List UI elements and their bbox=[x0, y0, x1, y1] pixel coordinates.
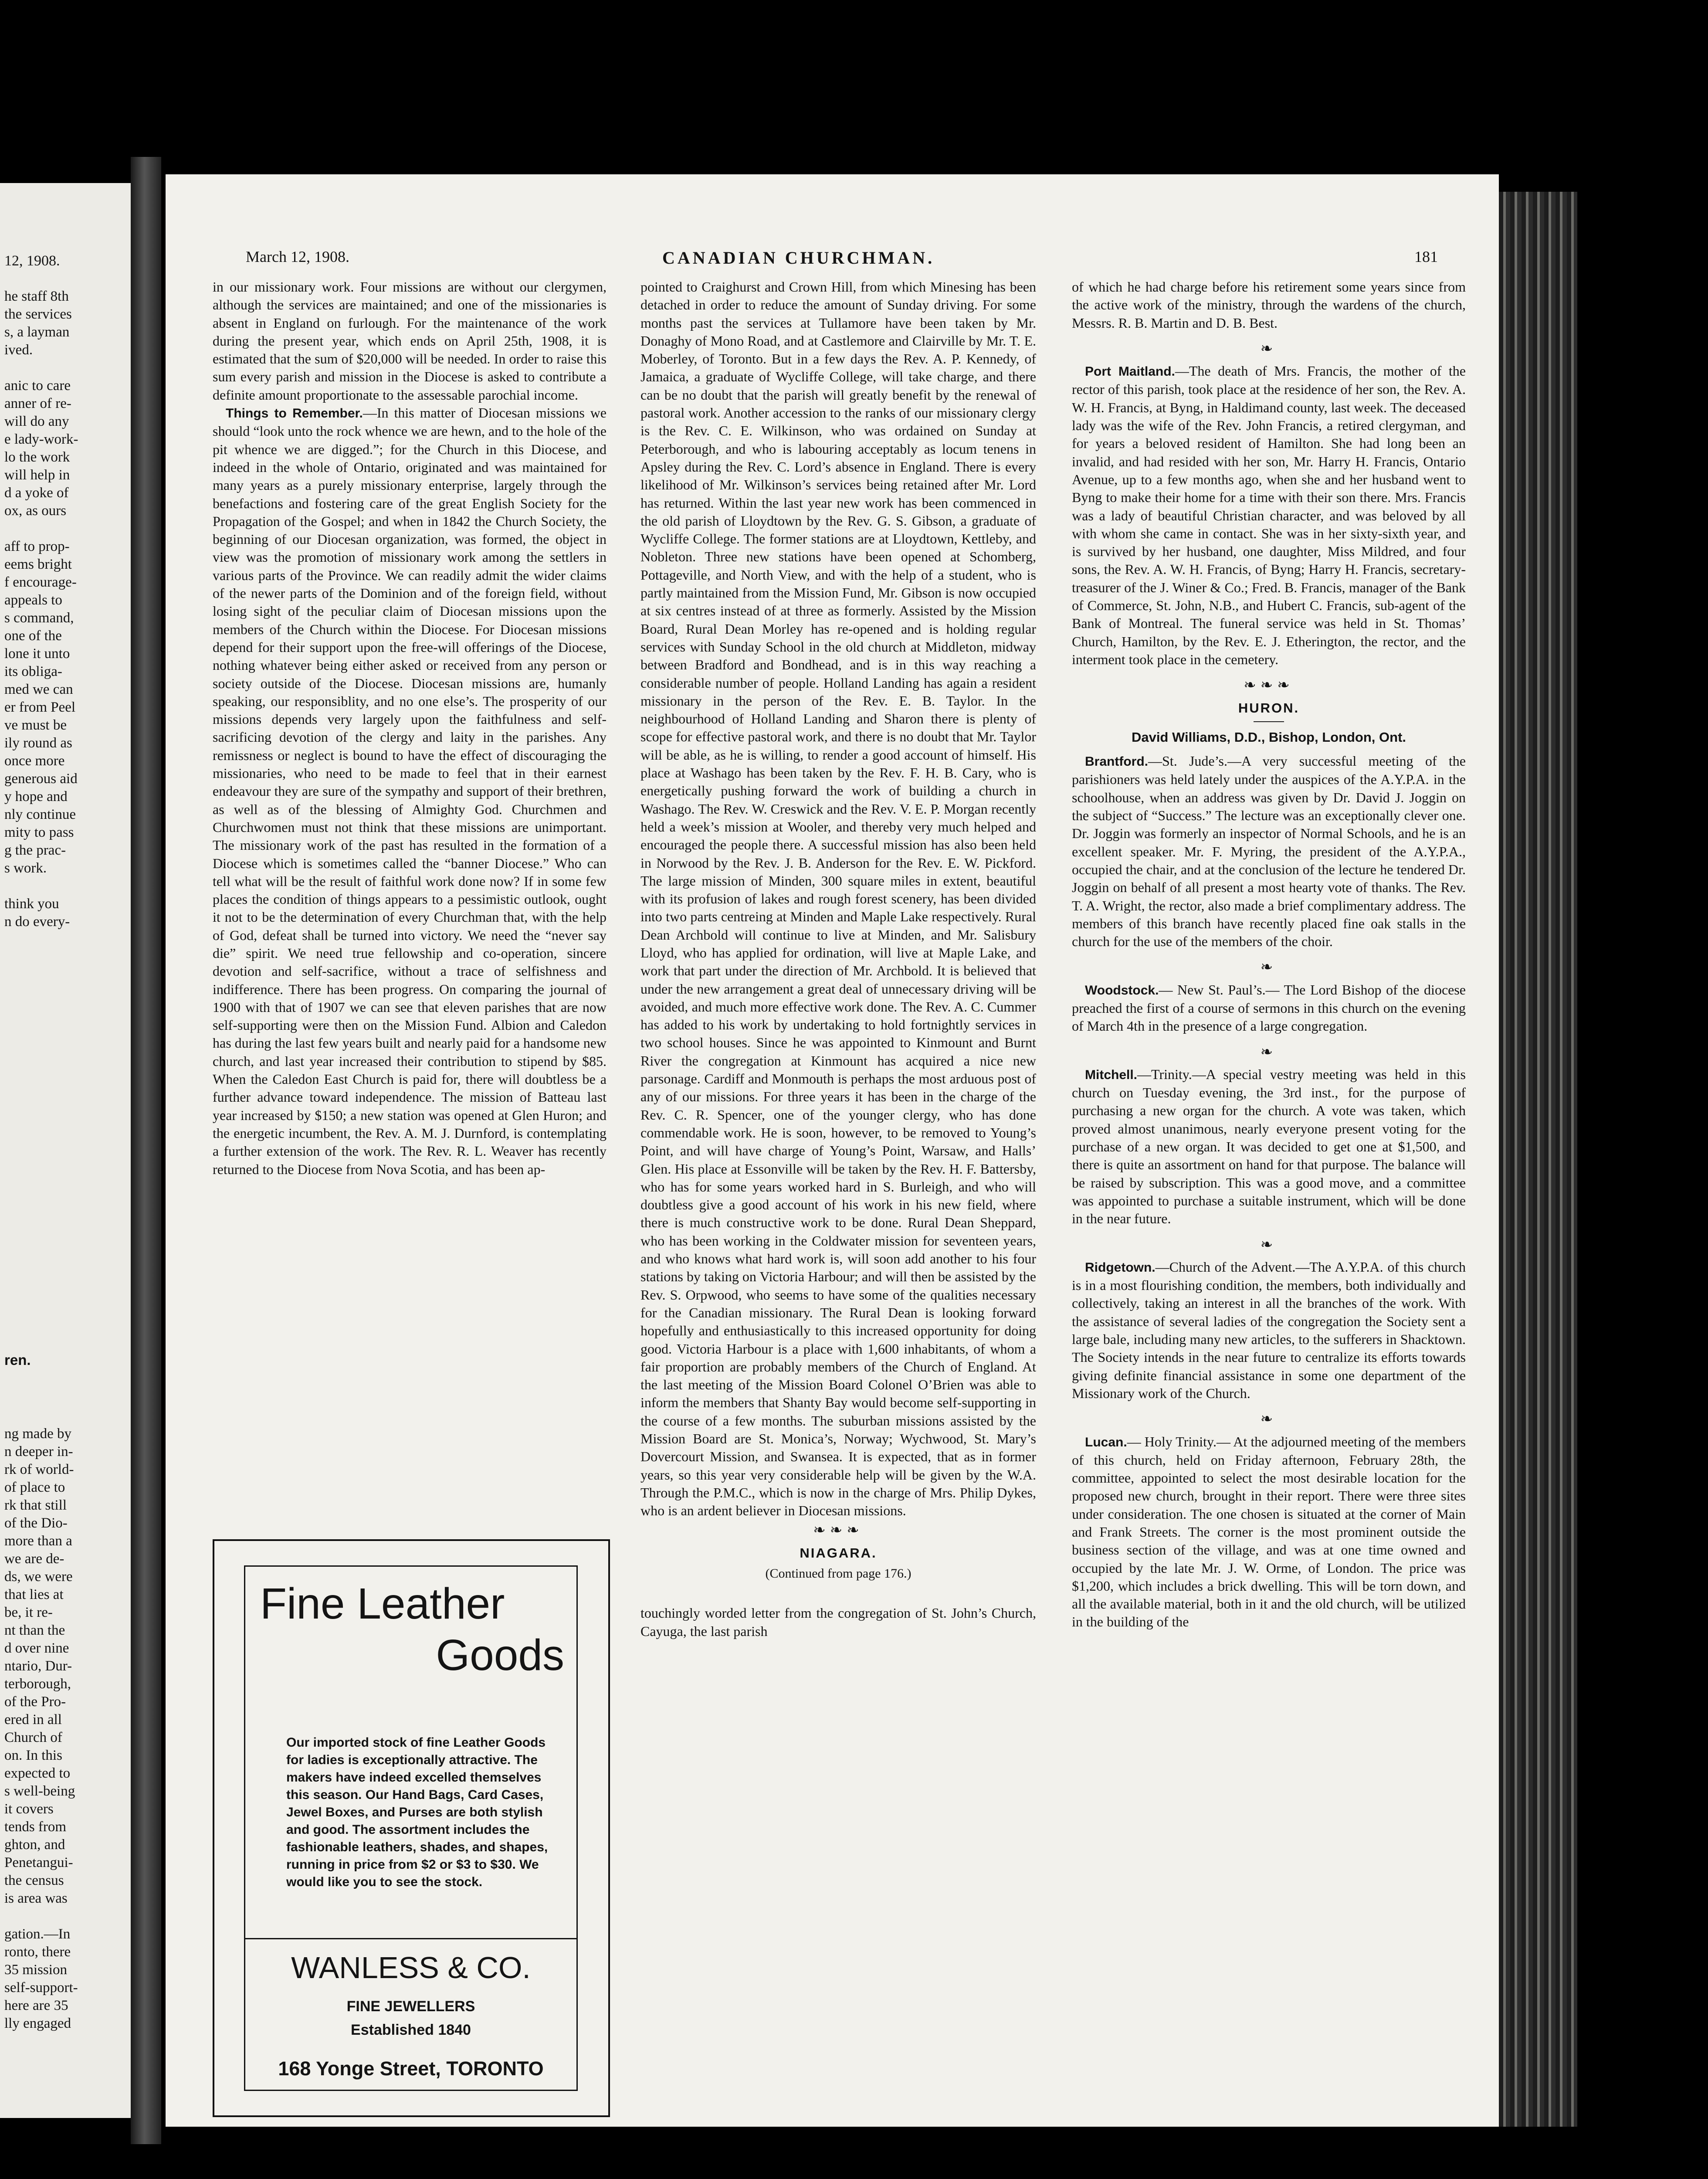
ad-subtitle: FINE JEWELLERS bbox=[346, 1998, 475, 2015]
run-in-heading: Things to Remember. bbox=[226, 406, 363, 421]
run-in-heading: Lucan. bbox=[1085, 1435, 1127, 1449]
column-1 bbox=[213, 278, 607, 1178]
article-paragraph: touchingly worded letter from the congregation of St. John’s Church, Cayuga, the last parish bbox=[640, 1605, 1036, 1639]
page-edges bbox=[1499, 192, 1577, 2127]
article-paragraph bbox=[213, 404, 607, 1178]
article-paragraph bbox=[1072, 1258, 1466, 1402]
previous-page-header: 12, 1908. bbox=[4, 253, 60, 269]
article-paragraph bbox=[1072, 1066, 1466, 1228]
article-paragraph bbox=[1072, 362, 1466, 669]
ad-body-text: Our imported stock of fine Leather Goods for ladies is exceptionally attractive. The makers have indeed excelled themselves this season. Our Hand Bags, Card Cases, Jewel Boxes, and Purses are both stylish and good. The assortment includes the fashionable leathers, shades, and shapes, running in price from $2 or $3 to $30. We would like you to see the stock. bbox=[286, 1735, 548, 1889]
ornament: ❧❧❧ bbox=[813, 1522, 864, 1539]
column-2 bbox=[640, 278, 1036, 1640]
ad-title-line-1: Fine Leather bbox=[260, 1579, 505, 1628]
column-3 bbox=[1072, 278, 1466, 1631]
ad-company-name: WANLESS & CO. bbox=[291, 1951, 531, 1985]
run-in-heading: Ridgetown. bbox=[1085, 1260, 1156, 1275]
previous-page-fragment bbox=[0, 183, 131, 2118]
newspaper-page bbox=[166, 174, 1499, 2127]
paragraph-text: —The death of Mrs. Francis, the mother of the rector of this parish, took place at the residence of her son, the Rev. A. W. H. Francis, at Byng, in Haldimand county, last week. The deceased lady was the wife of the Rev. John Francis, a retired clergyman, and for years a beloved resident of Hamilton. She had long been an invalid, and had resided with her son, Mr. Harry H. Francis, Ontario Avenue, up to a few months ago, when she and her husband went to Byng to make their home for a time with their son there. Mrs. Francis was a lady of beautiful Christian character, and was beloved by all with whom she came in contact. She was in her sixty-sixth year, and is survived by her husband, one daughter, Miss Mildred, and four sons, the Rev. A. W. H. Francis, of Byng; Harry H. Francis, secretary-treasurer of the J. Winer & Co.; Fred. B. Francis, manager of the Bank of Commerce, St. John, N.B., and Hubert C. Francis, sub-agent of the Bank of Montreal. The funeral service was held in St. Thomas’ Church, Hamilton, by the Rev. E. J. Etherington, the rector, and the interment took place in the cemetery. bbox=[1072, 363, 1466, 667]
run-in-heading: Woodstock. bbox=[1085, 983, 1159, 998]
paragraph-text: — Holy Trinity.— At the adjourned meeting of the members of this church, held on Friday afternoon, February 28th, the committee, appointed to select the most desirable location for the proposed new church, brought in their report. There were three sites under consideration. The one chosen is situated at the corner of Main and Frank Streets. The corner is the most prominent outside the business section of the village, and was at one time owned and occupied by the late Mr. J. W. Orme, of London. The price was $1,200, which includes a brick dwelling. This will be torn down, and all the available material, both in it and the old church, will be utilized in the building of the bbox=[1072, 1433, 1466, 1630]
article-paragraph: of which he had charge before his retirement some years since from the active work of the ministry, through the wardens of the church, Messrs. R. B. Martin and D. B. Best. bbox=[1072, 279, 1466, 331]
ornament: ❧ bbox=[1260, 1236, 1278, 1253]
article-paragraph: in our missionary work. Four missions are without our clergymen, although the services are maintained; and one of the missionaries is absent in England on furlough. For the maintenance of the work during the present year, which ends on April 25th, 1908, it is estimated that the sum of $20,000 will be needed. In order to raise this sum every parish and mission in the Diocese is asked to contribute a definite amount proportionate to the assessable parochial income. bbox=[213, 279, 607, 403]
paragraph-text: —St. Jude’s.—A very successful meeting of the parishioners was held lately under the auspices of the A.Y.P.A. in the schoolhouse, when an address was given by Dr. David J. Joggin on the subject of “Success.” The lecture was an exceptionally clever one. Dr. Joggin was formerly an inspector of Normal Schools, and he is an excellent speaker. Mr. F. Myring, the president of the A.Y.P.A., occupied the chair, and at the conclusion of the lecture he tendered Dr. Joggin on behalf of all present a most hearty vote of thanks. The Rev. T. A. Wright, the rector, also made a brief complimentary address. The members of this branch have recently placed fine oak stalls in the church for the use of the members of the choir. bbox=[1072, 753, 1466, 950]
ad-address: 168 Yonge Street, TORONTO bbox=[278, 2057, 544, 2080]
masthead-title: CANADIAN CHURCHMAN. bbox=[662, 248, 935, 268]
ad-divider bbox=[245, 1938, 576, 1939]
page-number: 181 bbox=[1414, 248, 1438, 265]
previous-page-text-top: he staff 8th the services s, a layman ived. anic to care anner of re- will do any e lady-work- lo the work will help in d a yoke of ox, as ours aff to prop- eems bright f encourage- appeals to s command, one of the lone it unto its obliga- med we can er from Peel ve must be ily round as once more generous aid y hope and nly continue mity to pass g the prac- s work. think you n do every- bbox=[4, 288, 78, 930]
advertisement-inner-frame bbox=[244, 1565, 578, 2091]
paragraph-text: —Trinity.—A special vestry meeting was held in this church on Tuesday evening, the 3rd inst., for the purpose of purchasing a new organ for the church. A vote was taken, which proved almost unanimous, nearly everyone present voting for the purchase of a new organ. It was decided to get one at $1,500, and there is quite an assortment on hand for that purpose. The balance will be raised by subscription. This was a good move, and a committee was appointed to purchase a suitable instrument, which will be done in the near future. bbox=[1072, 1066, 1466, 1227]
article-paragraph bbox=[1072, 981, 1466, 1035]
paragraph-text: —In this matter of Diocesan missions we should “look unto the rock whence we are hewn, and to the hole of the pit whence we are digged.”; for the Church in this Diocese, and indeed in the whole of Ontario, originated and was maintained for many years as a purely missionary enterprise, largely through the benefactions and fostering care of the great English Society for the Propagation of the Gospel; and when in 1842 the Church Society, the beginning of our Diocesan organization, was formed, the object in view was the promotion of missionary work among the settlers in various parts of the Province. We can readily admit the wider claims of the newer parts of the Dominion and of the foreign field, without losing sight of the peculiar claim of Diocesan missions upon the members of the Church within the Diocese. For Diocesan missions depend for their support upon the free-will offerings of the Diocese, nothing whatever being either asked or received from any person or society outside of the Diocese. Diocesan missions are, humanly speaking, our responsiblity, and no one else’s. The prosperity of our missions depends very largely upon the faithfulness and self-sacrificing devotion of the clergy and laity in the parishes. Any remissness or neglect is bound to have the effect of discouraging the missionaries, who need to be made to feel that in their earnest endeavour they are sure of the sympathy and support of their brethren, as well as of the blessing of Almighty God. Churchmen and Churchwomen must not think that these missions are unimportant. The missionary work of the past has resulted in the formation of a Diocese which is sometimes called the “banner Diocese.” Who can tell what will be the result of faithful work done now? If in some few places the condition of things appears to a pessimistic outlook, ought it not to be the determination of every Churchman that, with the help of God, defeat shall be turned into victory. We need the “never say die” spirit. We need true fellowship and co-operation, sincere devotion and self-sacrifice, without a trace of selfishness and indifference. There has been progress. On comparing the journal of 1900 with that of 1907 we can see that eleven parishes that are now self-supporting were then on the Mission Fund. Albion and Caledon has during the last few years built and nearly paid for a handsome new church, and last year increased their contribution to stipend by $85. When the Caledon East Church is paid for, there will doubtless be a further advance toward independence. The mission of Batteau last year increased by $150; a new station was opened at Glen Huron; and the energetic incumbent, the Rev. A. M. J. Durnford, is contemplating a further extension of the work. The Rev. R. L. Weaver has recently returned to the Diocese from Nova Scotia, and has been ap- bbox=[213, 405, 607, 1177]
book-spine bbox=[131, 157, 161, 2144]
previous-page-text-bottom: ng made by n deeper in- rk of world- of place to rk that still of the Dio- more than a we are de- ds, we were that lies at be, it re- nt than the d over nine ntario, Dur- terborough, of the Pro- ered in all Church of on. In this expected to s well-being it covers tends from ghton, and Penetangui- the census is area was gation.—In ronto, there 35 mission self-support- here are 35 lly engaged bbox=[4, 1426, 78, 2031]
run-in-heading: Brantford. bbox=[1085, 754, 1148, 769]
ad-title-line-2: Goods bbox=[436, 1631, 564, 1680]
page-date: March 12, 1908. bbox=[246, 248, 349, 265]
ornament: ❧ bbox=[1260, 340, 1278, 357]
section-rule bbox=[1254, 721, 1284, 722]
ad-established: Established 1840 bbox=[351, 2022, 471, 2038]
section-heading-niagara: NIAGARA. bbox=[800, 1545, 877, 1561]
article-paragraph bbox=[1072, 752, 1466, 950]
ornament: ❧ bbox=[1260, 1411, 1278, 1428]
run-in-heading: Port Maitland. bbox=[1085, 364, 1175, 379]
paragraph-text: —Church of the Advent.—The A.Y.P.A. of this church is in a most flourishing condition, the members, both individually and collectively, taking an interest in all the branches of the work. With the assistance of several ladies of the congregation the Society sent a large bale, including many new articles, to the sufferers in Shacktown. The Society intends in the near future to centralize its efforts towards giving definite financial assistance in some one department of the Missionary work of the Church. bbox=[1072, 1259, 1466, 1401]
continued-note: (Continued from page 176.) bbox=[765, 1566, 912, 1581]
section-heading-huron: HURON. bbox=[1238, 700, 1300, 716]
paragraph-text: — New St. Paul’s.— The Lord Bishop of the diocese preached the first of a course of sermons in this church on the evening of March 4th in the presence of a large congregation. bbox=[1072, 981, 1466, 1034]
advertisement-box bbox=[213, 1539, 610, 2117]
ornament: ❧ bbox=[1260, 959, 1278, 976]
run-in-heading: Mitchell. bbox=[1085, 1067, 1138, 1082]
ornament: ❧❧❧ bbox=[1244, 677, 1294, 694]
previous-page-heading: ren. bbox=[4, 1352, 31, 1368]
bishop-line: David Williams, D.D., Bishop, London, Ont. bbox=[1131, 729, 1406, 745]
ornament: ❧ bbox=[1260, 1044, 1278, 1060]
article-paragraph: pointed to Craighurst and Crown Hill, from which Minesing has been detached in order to reduce the amount of Sunday driving. For some months past the services at Tullamore have been taken by Mr. Donaghy of Mono Road, and at Castlemore and Clairville by Mr. T. E. Moberley, of Toronto. But in a few days the Rev. A. P. Kennedy, of Jamaica, a graduate of Wycliffe College, will take charge, and there can be no doubt that the parish will greatly benefit by the renewal of pastoral work. Another accession to the ranks of our missionary clergy is the Rev. C. E. Wilkinson, who was ordained on Sunday at Peterborough, and who is labouring acceptably as locum tenens in Apsley during the Rev. C. Lord’s absence in England. There is every likelihood of Mr. Wilkinson’s services being retained after Mr. Lord has returned. Within the last year new work has been commenced in the old parish of Lloydtown by the Rev. G. S. Gibson, a graduate of Wycliffe College. The former stations are at Lloydtown, Kettleby, and Nobleton. Three new stations have been opened at Schomberg, Pottageville, and North View, and with the help of a student, who is partly maintained from the Mission Fund, Mr. Gibson is now occupied at six centres instead of at three as formerly. Assisted by the Mission Board, Rural Dean Morley has re-opened and is holding regular services with Sunday School in the old church at Middleton, midway between Bradford and Bondhead, and is in this way reaching a considerable number of people. Holland Landing has again a resident missionary in the person of the Rev. E. B. Taylor. In the neighbourhood of Holland Landing and Sharon there is plenty of scope for effective pastoral work, and there is no doubt that Mr. Taylor will be able, as he is willing, to render a good account of himself. His place at Washago has been taken by the Rev. F. H. B. Cary, who is energetically pushing forward the work of building a church in Washago. The Rev. W. Creswick and the Rev. V. E. P. Morgan recently held a week’s mission at Wooler, and thereby very much helped and encouraged the people there. A successful mission has also been held in Norwood by the Rev. J. B. Anderson for the Rev. E. W. Pickford. The large mission of Minden, 300 square miles in extent, beautiful with its profusion of lakes and rough forest scenery, has been divided into two parts centreing at Minden and Maple Lake respectively. Rural Dean Archbold will continue to live at Minden, and Mr. Salisbury Lloyd, who has applied for ordination, will live at Maple Lake, and work that part under the direction of Mr. Archbold. It is believed that under the new arrangement a great deal of unnecessary driving will be avoided, and much more effective work done. The Rev. A. C. Cummer has added to his work by undertaking to hold fortnightly services in two school houses. Since he was appointed to Kinmount and Burnt River the congregation at Kinmount has acquired a nice new parsonage. Cardiff and Monmouth is perhaps the most arduous post of any of our missions. For three years it has been in the charge of the Rev. C. R. Spencer, one of the younger clergy, who has done commendable work. He is soon, however, to be removed to Young’s Point, and will have charge of Young’s Point, Warsaw, and Halls’ Glen. His place at Essonville will be taken by the Rev. H. F. Battersby, who has for some years worked hard in S. Burleigh, and who will doubtless give a good account of his work in his new field, where there is much constructive work to be done. Rural Dean Sheppard, who has been working in the Coldwater mission for seventeen years, and who knows what hard work is, will soon add another to his four stations by taking on Victoria Harbour; and will then be assisted by the Rev. S. Orpwood, who seems to have some of the qualities necessary for the Canadian missionary. The Rural Dean is looking forward hopefully and enthusiastically to this increased opportunity for doing good. Victoria Harbour is a place with 1,600 inhabitants, of whom a fair proportion are probably members of the Church of England. At the last meeting of the Mission Board Colonel O’Brien was able to inform the members that Shanty Bay would become self-supporting in the course of a few months. The suburban missions assisted by the Mission Board are St. Monica’s, Norway; Wychwood, St. Mary’s Dovercourt Mission, and Swansea. It is expected, that as in former years, so this year very considerable help will be given by the W.A. Through the P.M.C., which is now in the charge of Mrs. Philip Dykes, who is an ardent believer in Diocesan missions. bbox=[640, 279, 1036, 1519]
article-paragraph bbox=[1072, 1433, 1466, 1631]
